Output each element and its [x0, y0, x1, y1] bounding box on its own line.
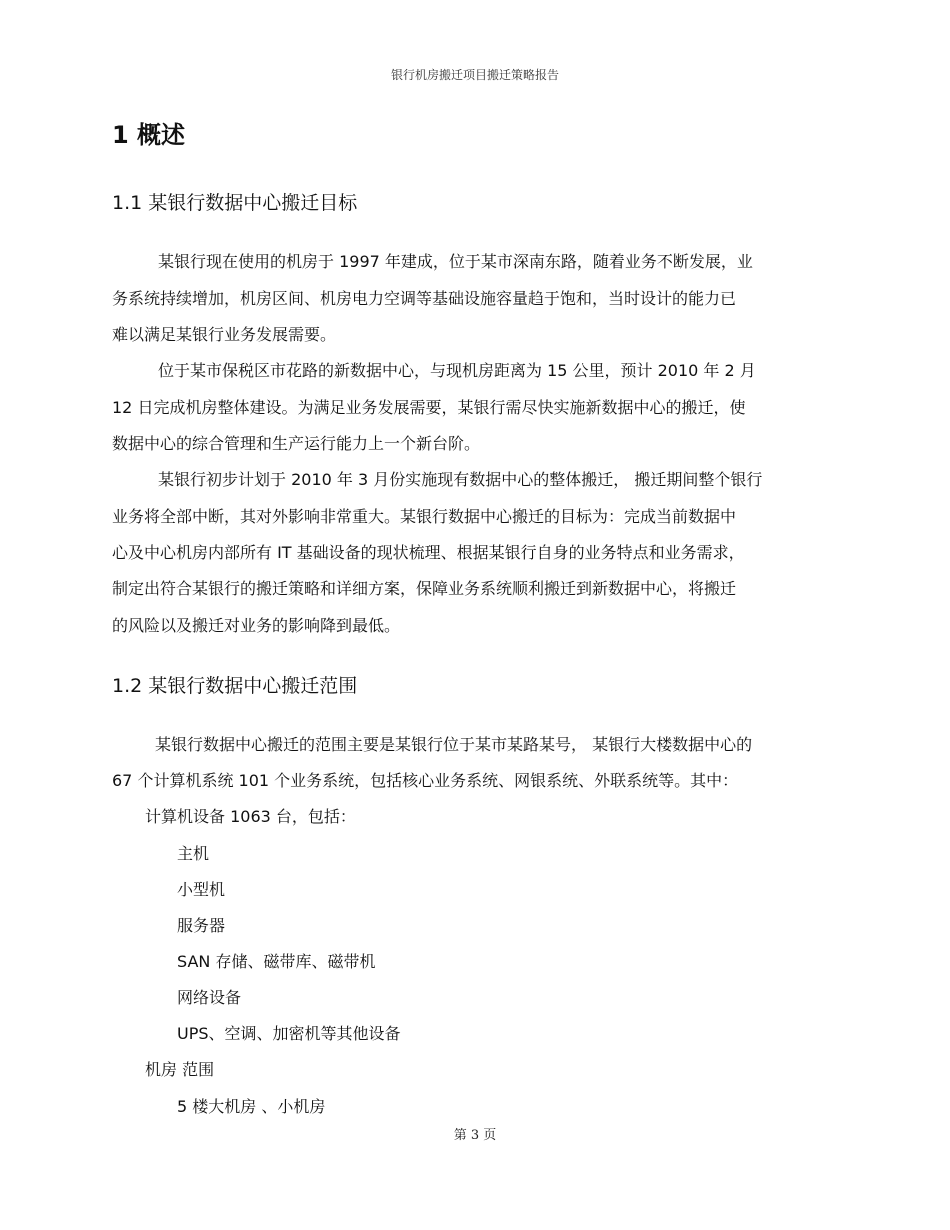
list-item: UPS、空调、加密机等其他设备	[177, 1024, 401, 1043]
paragraph-line: 某银行数据中心搬迁的范围主要是某银行位于某市某路某号， 某银行大楼数据中心的	[155, 735, 753, 754]
list-intro: 计算机设备 1063 台，包括：	[145, 807, 356, 826]
paragraph-line: 难以满足某银行业务发展需要。	[112, 325, 337, 344]
section-heading-1: 1 概述	[112, 121, 186, 149]
section-heading-1-2: 1.2 某银行数据中心搬迁范围	[112, 675, 358, 697]
paragraph-line: 心及中心机房内部所有 IT 基础设备的现状梳理、根据某银行自身的业务特点和业务需求，	[112, 543, 745, 562]
page-header: 银行机房搬迁项目搬迁策略报告	[390, 68, 559, 82]
section-heading-1-1: 1.1 某银行数据中心搬迁目标	[112, 192, 358, 214]
paragraph-line: 某银行现在使用的机房于 1997 年建成，位于某市深南东路，随着业务不断发展，业	[158, 252, 753, 271]
paragraph-line: 12 日完成机房整体建设。为满足业务发展需要，某银行需尽快实施新数据中心的搬迁，使	[112, 398, 746, 417]
paragraph-line: 业务将全部中断，其对外影响非常重大。某银行数据中心搬迁的目标为：完成当前数据中	[112, 507, 737, 526]
list-item: 网络设备	[177, 988, 242, 1007]
paragraph-line: 数据中心的综合管理和生产运行能力上一个新台阶。	[112, 434, 481, 453]
list-item: 5 楼大机房 、小机房	[177, 1097, 326, 1116]
paragraph-line: 务系统持续增加，机房区间、机房电力空调等基础设施容量趋于饱和，当时设计的能力已	[112, 289, 737, 308]
list-item: 小型机	[177, 880, 226, 899]
paragraph-line: 67 个计算机系统 101 个业务系统，包括核心业务系统、网银系统、外联系统等。其中：	[112, 771, 739, 790]
list-item: 主机	[177, 844, 210, 863]
paragraph-line: 位于某市保税区市花路的新数据中心，与现机房距离为 15 公里，预计 2010 年 2 月	[158, 361, 756, 380]
list-item: SAN 存储、磁带库、磁带机	[177, 952, 376, 971]
page-number: 第 3 页	[453, 1128, 497, 1143]
paragraph-line: 制定出符合某银行的搬迁策略和详细方案，保障业务系统顺利搬迁到新数据中心，将搬迁	[112, 579, 737, 598]
list-item: 服务器	[177, 916, 226, 935]
list-intro: 机房 范围	[145, 1060, 215, 1079]
paragraph-line: 某银行初步计划于 2010 年 3 月份实施现有数据中心的整体搬迁， 搬迁期间整个银行	[158, 470, 763, 489]
paragraph-line: 的风险以及搬迁对业务的影响降到最低。	[112, 616, 401, 635]
